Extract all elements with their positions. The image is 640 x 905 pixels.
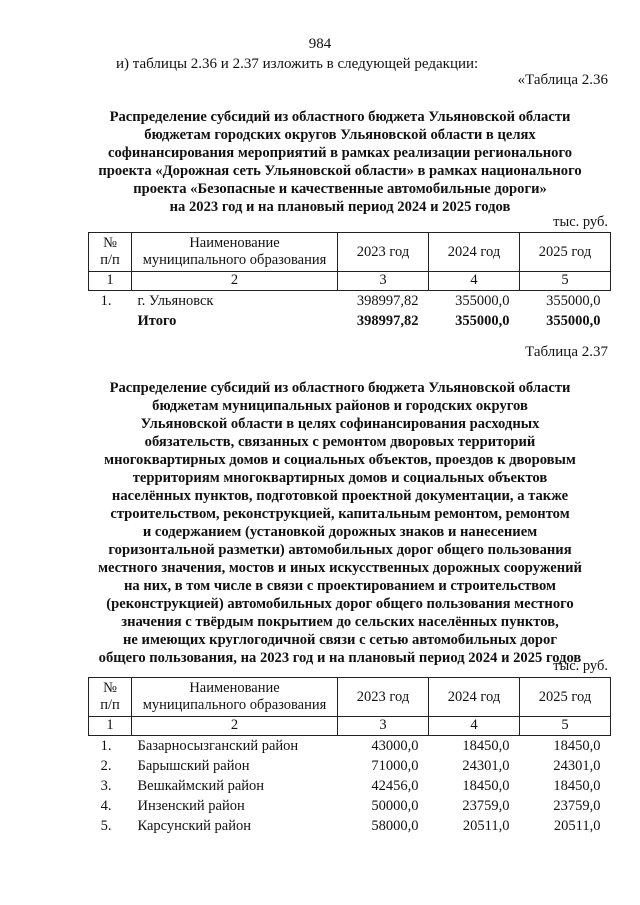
header-name: Наименование муниципального образования [132, 233, 338, 272]
heading-line: Распределение субсидий из областного бюджета Ульяновской области [109, 109, 571, 125]
header-row [89, 233, 611, 272]
row-number: 4. [100, 798, 112, 814]
total-row [89, 311, 611, 331]
heading-line: горизонтальной разметки) автомобильных дорог общего пользования [108, 542, 572, 558]
row-name: Базарносызганский район [137, 738, 299, 754]
table-row [89, 756, 611, 776]
header-2023: 2023 год [338, 233, 429, 272]
row-name: Вешкаймский район [137, 778, 265, 794]
heading-line: проекта «Безопасные и качественные автомобильные дороги» [133, 181, 547, 197]
heading-line: Распределение субсидий из областного бюджета Ульяновской области [109, 380, 571, 396]
header-2024: 2024 год [429, 233, 520, 272]
table-2-37-label: Таблица 2.37 [525, 344, 608, 360]
row-number: 1. [100, 293, 112, 309]
row-name: г. Ульяновск [137, 293, 214, 309]
table-row [89, 776, 611, 796]
header-2025: 2025 год [520, 678, 611, 717]
row-2024: 20511,0 [462, 818, 510, 834]
page-number: 984 [308, 36, 332, 52]
row-2025: 20511,0 [553, 818, 601, 834]
total-2023: 398997,82 [356, 313, 419, 329]
row-2024: 24301,0 [462, 758, 510, 774]
row-number: 2. [100, 758, 112, 774]
row-2023: 43000,0 [371, 738, 419, 754]
heading-line: бюджетам городских округов Ульяновской области в целях [144, 127, 536, 143]
header-num: № п/п [89, 678, 132, 717]
heading-line: Ульяновской области в целях софинансирования расходных [140, 416, 540, 432]
column-number-row [89, 717, 611, 736]
table-2-37-heading [40, 379, 640, 667]
table-2-37-units: тыс. руб. [553, 658, 608, 674]
row-number: 5. [100, 818, 112, 834]
row-name: Инзенский район [137, 798, 245, 814]
column-number: 2 [132, 272, 338, 291]
heading-line: софинансирования мероприятий в рамках реализации регионального [107, 145, 573, 161]
header-name: Наименование муниципального образования [132, 678, 338, 717]
row-2025: 355000,0 [546, 293, 601, 309]
heading-line: территориям многоквартирных домов и социальных объектов [132, 470, 548, 486]
row-2025: 23759,0 [553, 798, 601, 814]
row-2023: 58000,0 [371, 818, 419, 834]
total-2025: 355000,0 [546, 313, 601, 329]
heading-line: (реконструкцией) автомобильных дорог общего пользования местного [106, 596, 574, 612]
row-name: Барышский район [137, 758, 250, 774]
header-2023: 2023 год [338, 678, 429, 717]
row-2023: 71000,0 [371, 758, 419, 774]
column-number: 4 [429, 272, 520, 291]
column-number: 1 [89, 272, 132, 291]
column-number: 2 [132, 717, 338, 736]
total-label: Итого [137, 313, 177, 329]
column-number: 5 [520, 717, 611, 736]
heading-line: населённых пунктов, подготовкой проектной документации, а также [111, 488, 569, 504]
table-2-36-label: «Таблица 2.36 [517, 72, 608, 88]
table-row [89, 796, 611, 816]
header-num: № п/п [89, 233, 132, 272]
row-2023: 398997,82 [356, 293, 419, 309]
table-row [89, 736, 611, 757]
row-number: 3. [100, 778, 112, 794]
column-number: 3 [338, 717, 429, 736]
table-2-37 [88, 677, 611, 836]
total-2024: 355000,0 [455, 313, 510, 329]
column-number: 4 [429, 717, 520, 736]
heading-line: общего пользования, на 2023 год и на плановый период 2024 и 2025 годов [98, 650, 582, 666]
column-number: 3 [338, 272, 429, 291]
header-2024: 2024 год [429, 678, 520, 717]
table-2-36 [88, 232, 611, 331]
row-2024: 23759,0 [462, 798, 510, 814]
row-2024: 355000,0 [455, 293, 510, 309]
table-2-36-heading [40, 108, 640, 216]
heading-line: значения с твёрдым покрытием до сельских населённых пунктов, [121, 614, 559, 630]
column-number-row [89, 272, 611, 291]
heading-line: проекта «Дорожная сеть Ульяновской области» в рамках национального [98, 163, 582, 179]
heading-line: на них, в том числе в связи с проектированием и строительством [124, 578, 556, 594]
row-2025: 24301,0 [553, 758, 601, 774]
row-2024: 18450,0 [462, 738, 510, 754]
row-2025: 18450,0 [553, 738, 601, 754]
heading-line: строительством, реконструкцией, капитальным ремонтом, ремонтом [110, 506, 570, 522]
heading-line: не имеющих круглогодичной связи с сетью автомобильных дорог [123, 632, 557, 648]
heading-line: многоквартирных домов и социальных объектов, проездов к дворовым [104, 452, 576, 468]
header-2025: 2025 год [520, 233, 611, 272]
heading-line: на 2023 год и на плановый период 2024 и 2025 годов [169, 199, 511, 215]
column-number: 5 [520, 272, 611, 291]
row-name: Карсунский район [137, 818, 252, 834]
row-number: 1. [100, 738, 112, 754]
intro-text: и) таблицы 2.36 и 2.37 изложить в следующей редакции: [116, 56, 479, 72]
row-2024: 18450,0 [462, 778, 510, 794]
total-num-empty [89, 311, 132, 331]
table-row [89, 816, 611, 836]
table-2-36-units: тыс. руб. [553, 214, 608, 230]
heading-line: обязательств, связанных с ремонтом дворовых территорий [144, 434, 536, 450]
header-row [89, 678, 611, 717]
row-2023: 42456,0 [371, 778, 419, 794]
heading-line: местного значения, мостов и иных искусственных дорожных сооружений [98, 560, 582, 576]
row-2023: 50000,0 [371, 798, 419, 814]
heading-line: и содержанием (установкой дорожных знаков и нанесением [142, 524, 538, 540]
row-2025: 18450,0 [553, 778, 601, 794]
heading-line: бюджетам муниципальных районов и городских округов [152, 398, 528, 414]
table-row [89, 291, 611, 312]
column-number: 1 [89, 717, 132, 736]
